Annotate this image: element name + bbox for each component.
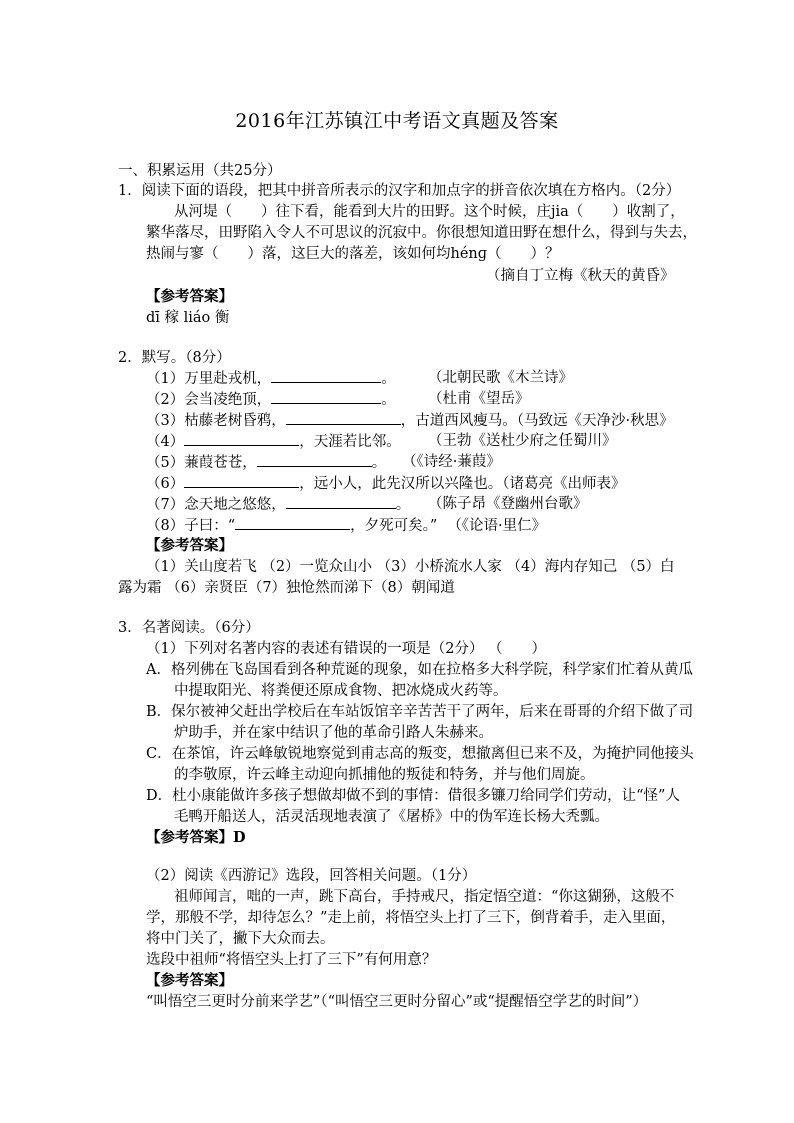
- q3-answer-2: “叫悟空三更时分前来学艺”（“叫悟空三更时分留心”或“提醒悟空学艺的时间”）: [146, 994, 648, 1010]
- answer-blank[interactable]: [271, 389, 381, 404]
- option-b-line-2: 炉助手，并在家中结识了他的革命引路人朱赫来。: [174, 725, 493, 741]
- item-source: （北朝民歌《木兰诗》: [428, 370, 573, 386]
- answer-blank[interactable]: [286, 494, 396, 509]
- item-source: （王勃《送杜少府之任蜀川》: [428, 433, 617, 449]
- q2-item: （3）枯藤老树昏鸦， ，古道西风瘦马。（马致远《天净沙·秋思》: [146, 410, 674, 431]
- q2-item: （6） ，远小人，此先汉所以兴隆也。（诸葛亮《出师表》: [146, 473, 625, 494]
- answer-blank[interactable]: [184, 431, 299, 446]
- q3-stem: 3．名著阅读。（6分）: [118, 620, 260, 636]
- answer-blank[interactable]: [257, 452, 372, 467]
- item-source: （杜甫《望岳》: [428, 391, 530, 407]
- option-d-line-2: 毛鸭开船送人，活灵活现地表演了《屠桥》中的伪军连长杨大秃瓢。: [174, 809, 609, 825]
- q1-answer: dī 稼 liáo 衡: [146, 310, 230, 326]
- q2-answer-line-2: 露为霜 （6）亲贤臣（7）独怆然而涕下（8）朝闻道: [118, 580, 455, 596]
- item-source: （马致远《天净沙·秋思》: [516, 413, 674, 429]
- option-a-line-2: 中提取阳光、将粪便还原成食物、把冰烧成火药等。: [174, 683, 508, 699]
- q1-source: （摘自丁立梅《秋天的黄昏》: [486, 268, 675, 284]
- q2-item: （4） ，天涯若比邻。 （王勃《送杜少府之任蜀川》: [146, 433, 617, 450]
- answer-blank[interactable]: [271, 368, 381, 383]
- answer-blank[interactable]: [235, 515, 350, 530]
- item-source: （诸葛亮《出师表》: [502, 476, 626, 492]
- item-source: （《论语·里仁》: [447, 518, 547, 534]
- q1-stem: 1．阅读下面的语段，把其中拼音所表示的汉字和加点字的拼音依次填在方格内。（2分）: [118, 183, 681, 199]
- q1-answer-label: 【参考答案】: [146, 288, 233, 305]
- q2-item: （5）蒹葭苍苍， 。 （《诗经·蒹葭》: [146, 454, 501, 471]
- q2-item: （7）念天地之悠悠， 。 （陈子昂《登幽州台歌》: [146, 496, 588, 513]
- item-source: （陈子昂《登幽州台歌》: [428, 496, 588, 512]
- item-source: （《诗经·蒹葭》: [402, 454, 501, 470]
- q1-passage-line-1: 从河堤（ ）往下看，能看到大片的田野。这个时候，庄jia（ ）收割了，: [174, 204, 685, 220]
- section-heading: 一、积累运用（共25分）: [118, 163, 282, 179]
- q3-answer: 【参考答案】D: [146, 829, 246, 846]
- option-a-line-1: A．格列佛在飞岛国看到各种荒诞的现象，如在拉格多大科学院，科学家们忙着从黄瓜: [146, 662, 693, 678]
- option-d-line-1: D．杜小康能做许多孩子想做却做不到的事情：借很多镰刀给同学们劳动，让“怪”人: [146, 788, 680, 804]
- q3-sub2: （2）阅读《西游记》选段，回答相关问题。（1分）: [146, 868, 477, 884]
- passage-line-1: 祖师闻言，咄的一声，跳下高台，手持戒尺，指定悟空道：“你这猢狲，这般不: [174, 889, 675, 905]
- q3-sub1: （1）下列对名著内容的表述有错误的一项是（2分） （ ）: [146, 641, 547, 657]
- q2-answer-label: 【参考答案】: [146, 537, 233, 554]
- answer-blank[interactable]: [184, 473, 299, 488]
- q2-stem: 2．默写。（8分）: [118, 350, 231, 366]
- page-title: 2016年江苏镇江中考语文真题及答案: [235, 110, 559, 132]
- answer-blank[interactable]: [286, 410, 401, 425]
- q1-passage-line-3: 热闹与寥（ ）落，这巨大的落差，该如何均hénɡ（ ）？: [146, 246, 560, 262]
- option-b-line-1: B．保尔被神父赶出学校后在车站饭馆辛辛苦苦干了两年，后来在哥哥的介绍下做了司: [146, 704, 694, 720]
- q2-item: （2）会当凌绝顶， 。 （杜甫《望岳》: [146, 391, 530, 408]
- q2-item: （8）子曰：“ ，夕死可矣。” （《论语·里仁》: [146, 515, 546, 536]
- q2-item: （1）万里赴戎机， 。 （北朝民歌《木兰诗》: [146, 370, 573, 387]
- q2-answer-line-1: （1）关山度若飞 （2）一览众山小 （3）小桥流水人家 （4）海内存知己 （5）白: [146, 559, 675, 575]
- q3-answer-label-2: 【参考答案】: [146, 972, 233, 989]
- passage-line-3: 将中门关了，撇下大众而去。: [146, 931, 335, 947]
- passage-line-2: 学，那般不学，却待怎么？”走上前，将悟空头上打了三下，倒背着手，走入里面，: [146, 910, 676, 926]
- q1-passage-line-2: 繁华落尽，田野陷入令人不可思议的沉寂中。你很想知道田野在想什么，得到与失去，: [146, 225, 697, 241]
- q3-question: 选段中祖师“将悟空头上打了三下”有何用意？: [146, 952, 437, 968]
- option-c-line-2: 的李敬原，许云峰主动迎向抓捕他的叛徒和特务，并与他们周旋。: [174, 767, 595, 783]
- option-c-line-1: C．在茶馆，许云峰敏锐地察觉到甫志高的叛变，想撤离但已来不及，为掩护同他接头: [146, 746, 694, 762]
